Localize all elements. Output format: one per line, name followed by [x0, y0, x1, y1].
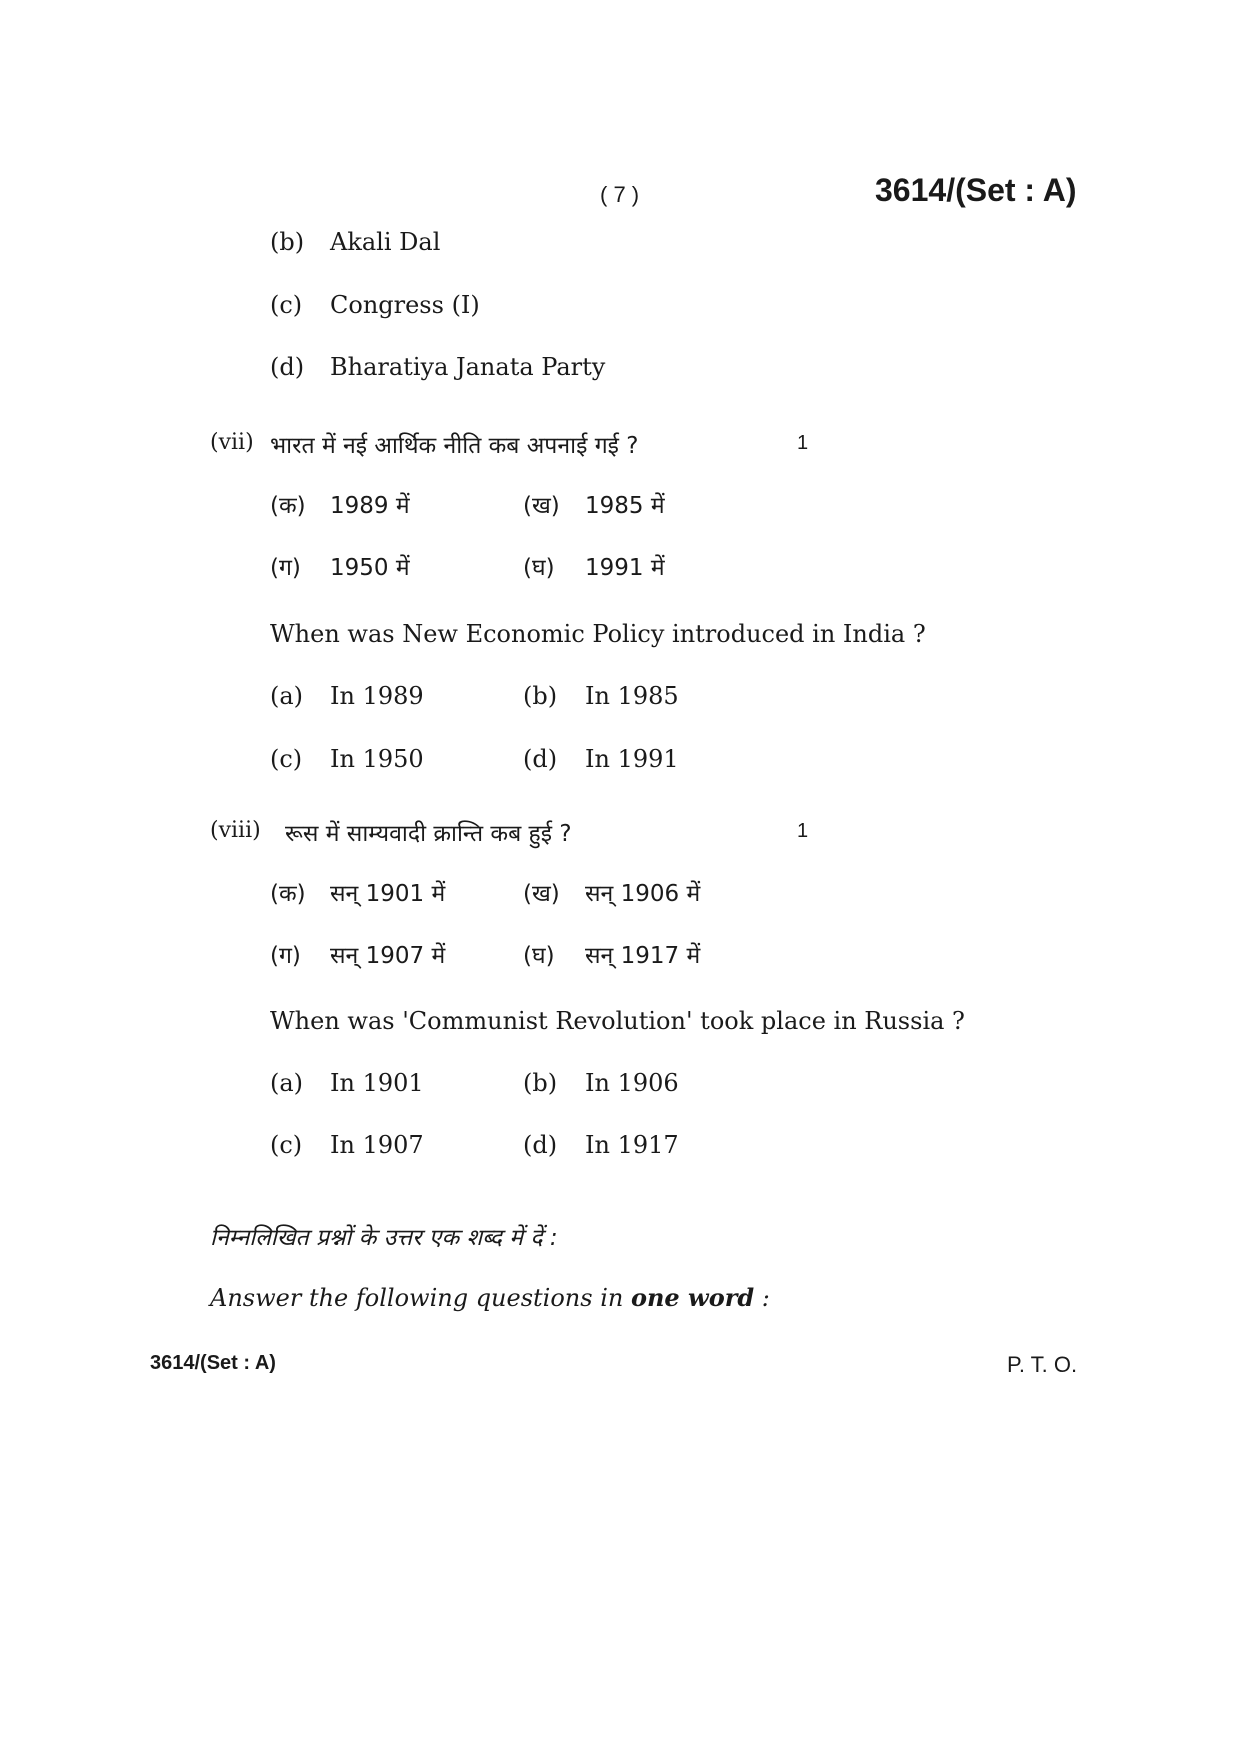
- option-text: In 1901: [330, 1069, 424, 1097]
- option-label: (ख): [523, 493, 560, 519]
- option-label: (घ): [523, 555, 555, 581]
- question-hindi: रूस में साम्यवादी क्रान्ति कब हुई ?: [285, 821, 572, 847]
- option-label: (ग): [270, 555, 301, 581]
- question-marks: 1: [797, 820, 809, 842]
- option-text: In 1991: [585, 745, 679, 773]
- option-text: सन् 1917 में: [585, 943, 701, 969]
- option-text: Bharatiya Janata Party: [330, 353, 606, 381]
- option-label: (ग): [270, 943, 301, 969]
- option-label: (b): [270, 228, 305, 256]
- option-text: Akali Dal: [330, 228, 441, 256]
- option-text: सन् 1906 में: [585, 881, 701, 907]
- option-label: (b): [523, 682, 558, 710]
- question-marks: 1: [797, 432, 809, 454]
- option-label: (c): [270, 745, 303, 773]
- option-label: (घ): [523, 943, 555, 969]
- option-text: Congress (I): [330, 291, 480, 319]
- instruction-english-suffix: :: [754, 1284, 770, 1312]
- option-label: (क): [270, 881, 306, 907]
- option-text: In 1950: [330, 745, 424, 773]
- option-label: (d): [270, 353, 305, 381]
- option-label: (क): [270, 493, 306, 519]
- option-text: 1989 में: [330, 493, 410, 519]
- instruction-english-prefix: Answer the following questions in: [210, 1284, 631, 1312]
- option-text: सन् 1907 में: [330, 943, 446, 969]
- option-label: (c): [270, 291, 303, 319]
- option-text: 1991 में: [585, 555, 665, 581]
- option-label: (a): [270, 682, 304, 710]
- page-number: ( 7 ): [600, 182, 640, 207]
- option-label: (c): [270, 1131, 303, 1159]
- option-label: (d): [523, 745, 558, 773]
- option-text: सन् 1901 में: [330, 881, 446, 907]
- option-text: In 1906: [585, 1069, 679, 1097]
- option-text: 1950 में: [330, 555, 410, 581]
- paper-code-header: 3614/(Set : A): [875, 172, 1077, 208]
- page-turn-over: P. T. O.: [1007, 1352, 1078, 1377]
- instruction-english-bold: one word: [630, 1283, 755, 1312]
- question-english: When was New Economic Policy introduced in India ?: [270, 620, 926, 648]
- option-label: (d): [523, 1131, 558, 1159]
- option-label: (a): [270, 1069, 304, 1097]
- option-text: 1985 में: [585, 493, 665, 519]
- option-label: (ख): [523, 881, 560, 907]
- instruction-hindi: निम्नलिखित प्रश्नों के उत्तर एक शब्द में दें :: [210, 1225, 558, 1251]
- question-hindi: भारत में नई आर्थिक नीति कब अपनाई गई ?: [270, 433, 639, 459]
- question-number: (vii): [210, 430, 254, 455]
- option-text: In 1985: [585, 682, 679, 710]
- option-text: In 1989: [330, 682, 424, 710]
- question-number: (viii): [210, 818, 261, 843]
- instruction-english: [210, 1283, 770, 1312]
- option-label: (b): [523, 1069, 558, 1097]
- option-text: In 1917: [585, 1131, 679, 1159]
- paper-code-footer: 3614/(Set : A): [150, 1352, 276, 1374]
- option-text: In 1907: [330, 1131, 424, 1159]
- question-english: When was 'Communist Revolution' took place in Russia ?: [270, 1007, 965, 1035]
